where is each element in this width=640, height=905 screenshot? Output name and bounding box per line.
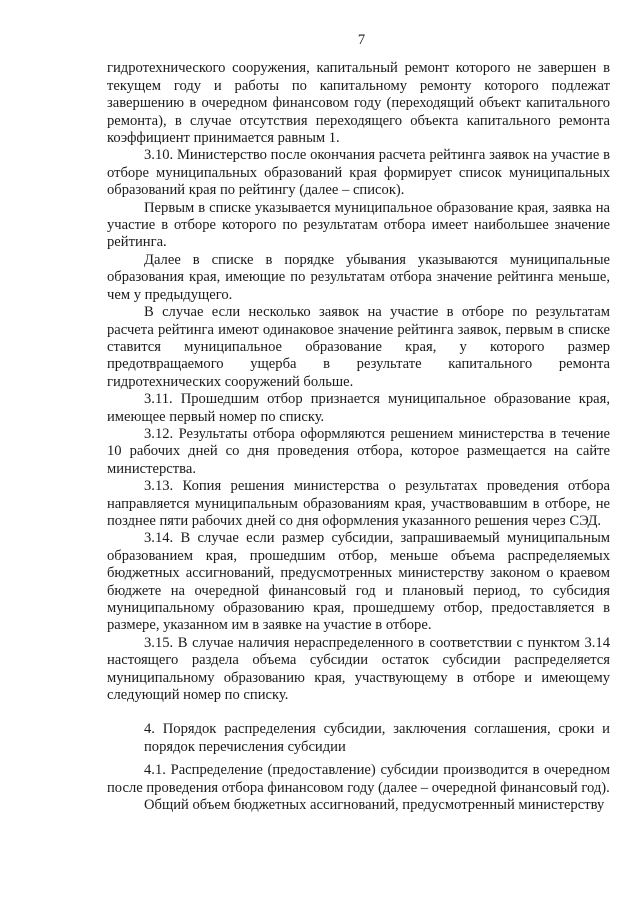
section-heading-4: 4. Порядок распределения субсидии, заключения соглашения, сроки и порядок перечисления субсидии (144, 721, 610, 755)
paragraph-3-12: 3.12. Результаты отбора оформляются решением министерства в течение 10 рабочих дней со дня проведения отбора, которое размещается на сайте министерства. (107, 425, 610, 477)
paragraph-4-1: 4.1. Распределение (предоставление) субсидии производится в очередном после проведения отбора финансовом году (далее – очередной финансовый год). (107, 762, 610, 796)
page-number: 7 (357, 32, 366, 48)
paragraph-3-11: 3.11. Прошедшим отбор признается муниципальное образование края, имеющее первый номер по списку. (107, 391, 610, 425)
paragraph-3-14: 3.14. В случае если размер субсидии, запрашиваемый муниципальным образованием края, прошедшим отбор, меньше объема распределяемых бюджетных ассигнований, предусмотренных министерству законом о краевом бюджете на очередной финансовый год и плановый период, то субсидия муниципальному образованию края, прошедшему отбор, предоставляется в размере, указанном им в заявке на участие в отборе. (107, 530, 610, 634)
paragraph-list-order: Далее в списке в порядке убывания указываются муниципальные образования края, имеющие по результатам отбора значение рейтинга меньше, чем у предыдущего. (107, 251, 610, 303)
paragraph-3-13: 3.13. Копия решения министерства о результатах проведения отбора направляется муниципальным образованиям края, участвовавшим в отборе, не позднее пяти рабочих дней со дня оформления указанного решения через СЭД. (107, 478, 610, 529)
paragraph-budget-total: Общий объем бюджетных ассигнований, предусмотренный министерству (144, 797, 605, 814)
paragraph-3-10: 3.10. Министерство после окончания расчета рейтинга заявок на участие в отборе муниципальных образований края формирует список муниципальных образований края по рейтингу (далее – список). (107, 147, 610, 199)
paragraph-continuation: гидротехнического сооружения, капитальный ремонт которого не завершен в текущем году и работы по капитальному ремонту которого подлежат завершению в очередном финансовом году (переходящий объект капитального ремонта), в случае отсутствия переходящего объекта капитального ремонта коэффициент принимается равным 1. (107, 60, 610, 147)
paragraph-list-first: Первым в списке указывается муниципальное образование края, заявка на участие в отборе которого по результатам отбора имеет наибольшее значение рейтинга. (107, 199, 610, 251)
paragraph-equal-rating: В случае если несколько заявок на участие в отборе по результатам расчета рейтинга имеют одинаковое значение рейтинга заявок, первым в списке ставится муниципальное образование края, у которого размер предотвращаемого ущерба в результате капитального ремонта гидротехнических сооружений больше. (107, 304, 610, 390)
paragraph-3-15: 3.15. В случае наличия нераспределенного в соответствии с пунктом 3.14 настоящего раздела объема субсидии остаток субсидии распределяется муниципальному образованию края, участвующему в отборе и имеющему следующий номер по списку. (107, 634, 610, 704)
